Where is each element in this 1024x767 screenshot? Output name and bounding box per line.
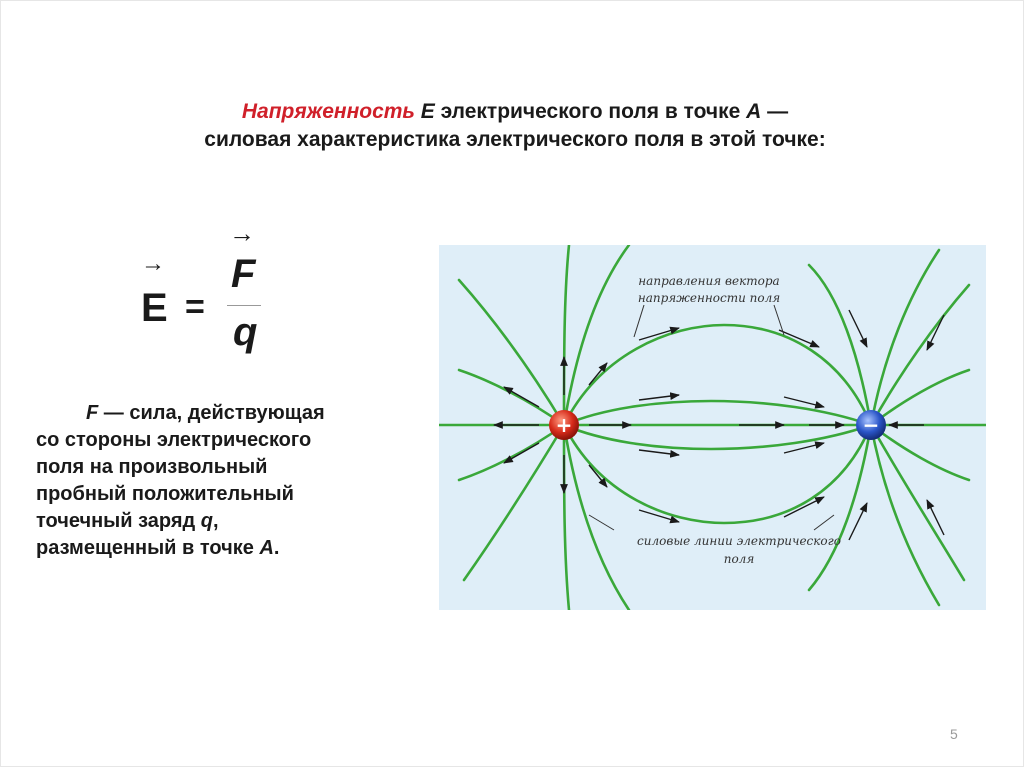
positive-charge	[549, 410, 579, 440]
slide-heading	[120, 98, 910, 154]
desc-part1: — сила, действующая	[98, 402, 325, 424]
desc-q: q	[200, 510, 214, 532]
desc-f: F	[86, 402, 99, 424]
positive-charge-sign: +	[555, 413, 573, 437]
desc-part2: со стороны электрического	[36, 429, 312, 451]
fraction-bar	[227, 305, 261, 306]
formula-numerator: F	[231, 252, 256, 296]
desc-part4: пробный положительный	[36, 483, 294, 505]
desc-part6: размещенный в точке	[36, 537, 260, 559]
heading-symbol-e: E	[414, 100, 435, 123]
label-field-lines-1: силовые линии электрического	[637, 534, 841, 548]
heading-dash: —	[761, 100, 789, 123]
negative-charge-sign: −	[862, 413, 880, 437]
formula-lhs: E	[141, 286, 168, 330]
heading-line-2: силовая характеристика электрического поля в этой точке:	[204, 128, 826, 151]
label-vector-direction-1: направления вектора	[638, 274, 780, 288]
dipole-field-diagram	[439, 245, 986, 610]
desc-part3: поля на произвольный	[36, 456, 268, 478]
heading-text: электрического поля в точке	[434, 100, 747, 123]
field-strength-formula	[135, 218, 275, 368]
desc-part5: точечный заряд	[36, 510, 201, 532]
desc-period: .	[273, 537, 280, 559]
desc-a: A	[259, 537, 274, 559]
formula-denominator: q	[233, 310, 258, 354]
formula-equals: =	[185, 288, 205, 326]
desc-comma: ,	[213, 510, 219, 532]
negative-charge	[856, 410, 886, 440]
page-number: 5	[950, 726, 958, 742]
label-field-lines-2: поля	[723, 552, 755, 566]
vector-arrow-f: →	[229, 218, 255, 248]
heading-term: Напряженность	[241, 100, 415, 123]
vector-arrow-e: →	[141, 250, 165, 277]
label-vector-direction-2: напряженности поля	[637, 291, 781, 305]
heading-point-a: A	[746, 100, 762, 123]
formula-description	[36, 400, 406, 562]
